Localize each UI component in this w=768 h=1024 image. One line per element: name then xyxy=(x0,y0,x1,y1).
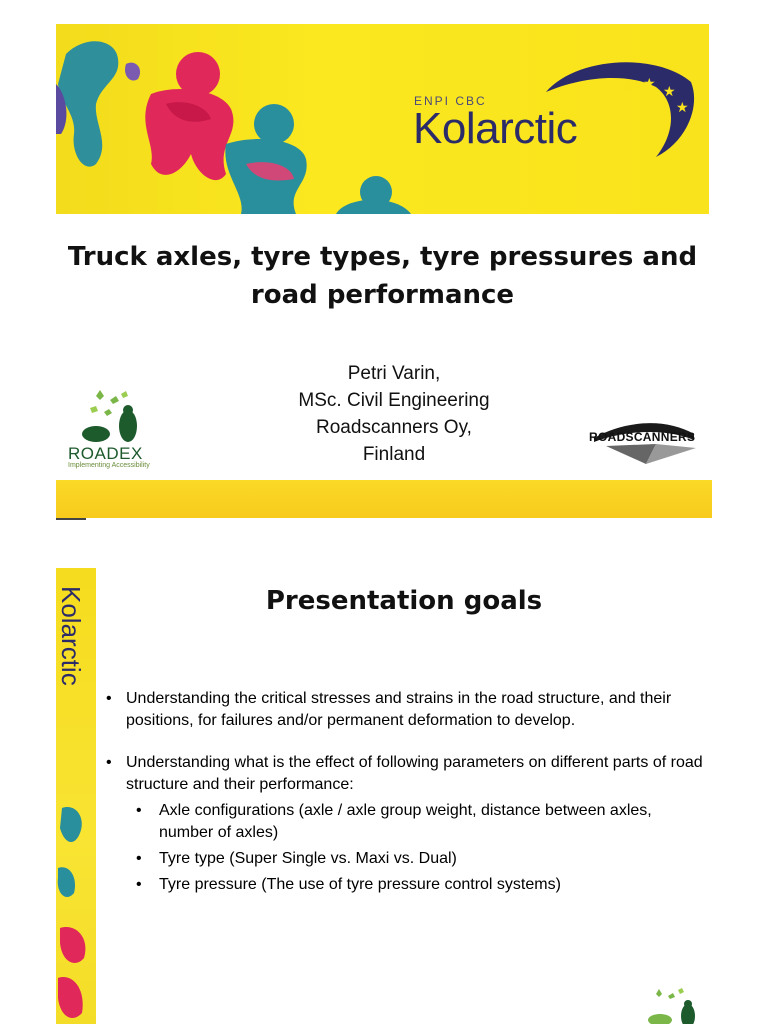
list-item xyxy=(106,752,706,896)
side-figures-illustration xyxy=(56,568,96,1024)
author-line: Roadscanners Oy, xyxy=(316,417,472,438)
sub-list xyxy=(126,800,706,896)
roadex-tagline: Implementing Accessibility xyxy=(68,462,150,469)
goals-list xyxy=(106,688,706,916)
title-slide xyxy=(56,24,712,520)
svg-text:★: ★ xyxy=(643,76,656,92)
roadscanners-logo-text: ROADSCANNERS xyxy=(589,430,696,444)
slide-title: Truck axles, tyre types, tyre pressures and road performance xyxy=(67,242,698,310)
divider xyxy=(56,518,86,520)
roadex-birds-icon xyxy=(636,986,706,1024)
children-figures-illustration xyxy=(56,24,416,214)
logo-subtitle: ENPI CBC xyxy=(414,94,487,108)
list-item: • Understanding the critical stresses and strains in the road structure, and their positions, for failures and/or permanent deformation to develop. xyxy=(106,688,706,732)
list-item-text: Understanding what is the effect of following parameters on different parts of road structure and their performance: xyxy=(126,754,703,793)
kolarctic-logo-text: Kolarctic xyxy=(413,104,578,153)
sub-list-item: • Tyre pressure (The use of tyre pressure control systems) xyxy=(126,874,706,896)
eu-stars-arc-logo xyxy=(526,52,706,162)
author-line: Petri Varin, xyxy=(347,363,441,384)
goals-slide xyxy=(56,568,712,1024)
svg-text:★: ★ xyxy=(663,84,676,100)
slide-footer-bar xyxy=(56,480,712,518)
kolarctic-vertical-logo: Kolarctic xyxy=(56,586,86,686)
roadex-logo-text: ROADEX xyxy=(68,444,143,463)
svg-text:★: ★ xyxy=(621,78,634,94)
sub-list-item: • Axle configurations (axle / axle group weight, distance between axles, number of axles) xyxy=(126,800,706,844)
author-line: Finland xyxy=(362,444,426,465)
slide-title: Presentation goals xyxy=(265,586,543,616)
author-line: MSc. Civil Engineering xyxy=(298,390,490,411)
kolarctic-side-banner xyxy=(56,568,96,1024)
kolarctic-banner xyxy=(56,24,709,214)
svg-text:★: ★ xyxy=(676,100,689,116)
sub-list-item: • Tyre type (Super Single vs. Maxi vs. Dual) xyxy=(126,848,706,870)
